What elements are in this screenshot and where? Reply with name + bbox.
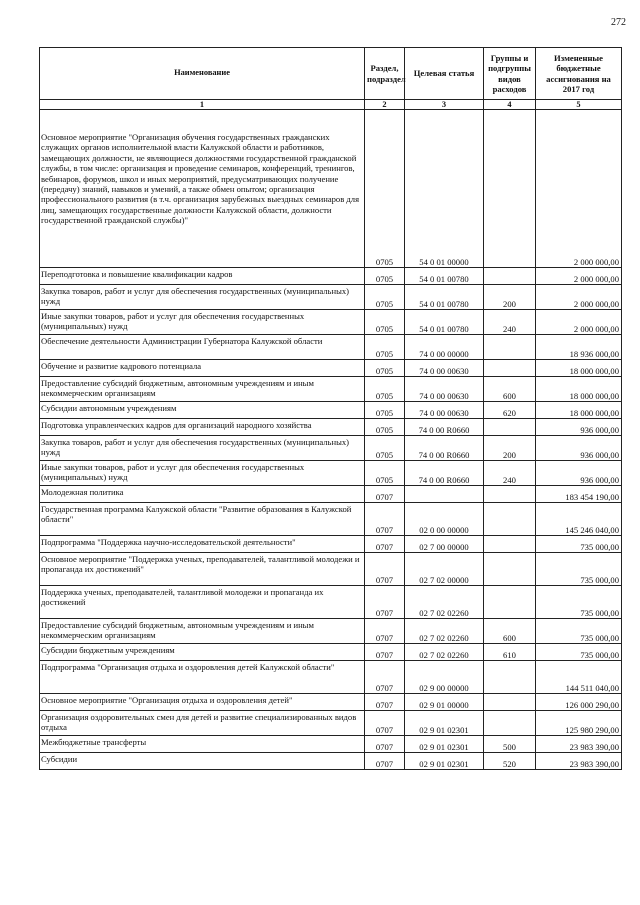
row-group: 240 [484, 461, 536, 486]
row-section: 0705 [365, 268, 405, 285]
table-row [40, 377, 622, 402]
row-name: Основное мероприятие "Организация обучения государственных гражданских служащих органов исполнительной власти Калужской области и работников, замещающих должности, не являющиеся должностями государственной гражданской службы, в том числе: организация и проведение семинаров, конференций, тренингов, вебинаров, форумов, школ и иных мероприятий, предусматривающих получение (передачу) знаний, навыков и умений, а также обмен опытом; организация профессионального развития (в т.ч. организация зарубежных выездных семинаров для лиц, замещающих государственные должности Калужской области, должности государственной гражданской службы)" [40, 110, 365, 268]
row-target: 02 9 01 02301 [405, 736, 484, 753]
row-group: 500 [484, 736, 536, 753]
table-row [40, 711, 622, 736]
row-name: Субсидии [40, 753, 365, 770]
row-target: 02 7 02 02260 [405, 644, 484, 661]
row-amount: 18 000 000,00 [536, 402, 622, 419]
row-group: 600 [484, 377, 536, 402]
row-section: 0705 [365, 360, 405, 377]
header-amount: Измененные бюджетные ассигнования на 2017 год [536, 48, 622, 100]
row-amount: 936 000,00 [536, 419, 622, 436]
row-name: Подготовка управленческих кадров для организаций народного хозяйства [40, 419, 365, 436]
row-name: Молодежная политика [40, 486, 365, 503]
table-row [40, 586, 622, 619]
row-group [484, 661, 536, 694]
table-row [40, 285, 622, 310]
row-name: Межбюджетные трансферты [40, 736, 365, 753]
row-target: 74 0 00 00000 [405, 335, 484, 360]
column-number: 4 [484, 100, 536, 110]
row-group [484, 553, 536, 586]
row-target: 54 0 01 00780 [405, 310, 484, 335]
row-amount: 735 000,00 [536, 553, 622, 586]
row-name: Обеспечение деятельности Администрации Губернатора Калужской области [40, 335, 365, 360]
row-target: 02 7 02 00000 [405, 553, 484, 586]
row-target: 02 7 02 02260 [405, 586, 484, 619]
row-amount: 2 000 000,00 [536, 110, 622, 268]
row-target: 02 7 02 02260 [405, 619, 484, 644]
table-row [40, 536, 622, 553]
column-number: 1 [40, 100, 365, 110]
row-target [405, 486, 484, 503]
row-amount: 144 511 040,00 [536, 661, 622, 694]
column-number-row [40, 100, 622, 110]
row-group [484, 536, 536, 553]
row-name: Организация оздоровительных смен для детей и развитие специализированных видов отдыха [40, 711, 365, 736]
row-section: 0705 [365, 285, 405, 310]
table-header-row [40, 48, 622, 100]
row-group [484, 268, 536, 285]
row-name: Основное мероприятие "Организация отдыха и оздоровления детей" [40, 694, 365, 711]
row-group [484, 335, 536, 360]
row-amount: 18 000 000,00 [536, 360, 622, 377]
row-group: 620 [484, 402, 536, 419]
row-amount: 735 000,00 [536, 586, 622, 619]
table-row [40, 310, 622, 335]
header-name: Наименование [40, 48, 365, 100]
row-target: 74 0 00 00630 [405, 360, 484, 377]
row-amount: 2 000 000,00 [536, 310, 622, 335]
row-name: Предоставление субсидий бюджетным, автономным учреждениям и иным некоммерческим организациям [40, 377, 365, 402]
row-section: 0705 [365, 461, 405, 486]
row-section: 0705 [365, 419, 405, 436]
row-section: 0707 [365, 486, 405, 503]
row-name: Основное мероприятие "Поддержка ученых, преподавателей, талантливой молодежи и пропаганда их достижений" [40, 553, 365, 586]
header-group: Группы и подгруппы видов расходов [484, 48, 536, 100]
row-target: 54 0 01 00780 [405, 285, 484, 310]
row-target: 74 0 00 R0660 [405, 419, 484, 436]
page-number: 272 [611, 17, 626, 28]
row-group [484, 360, 536, 377]
row-section: 0705 [365, 335, 405, 360]
row-group: 200 [484, 436, 536, 461]
row-amount: 735 000,00 [536, 644, 622, 661]
header-target: Целевая статья [405, 48, 484, 100]
table-row [40, 503, 622, 536]
table-row [40, 419, 622, 436]
table-row [40, 486, 622, 503]
table-row [40, 553, 622, 586]
row-name: Субсидии бюджетным учреждениям [40, 644, 365, 661]
row-name: Иные закупки товаров, работ и услуг для обеспечения государственных (муниципальных) нужд [40, 310, 365, 335]
row-group [484, 586, 536, 619]
row-amount: 145 246 040,00 [536, 503, 622, 536]
row-section: 0707 [365, 536, 405, 553]
row-group: 200 [484, 285, 536, 310]
row-section: 0707 [365, 711, 405, 736]
table-row [40, 661, 622, 694]
row-amount: 125 980 290,00 [536, 711, 622, 736]
table-row [40, 694, 622, 711]
row-name: Закупка товаров, работ и услуг для обеспечения государственных (муниципальных) нужд [40, 285, 365, 310]
row-amount: 735 000,00 [536, 619, 622, 644]
row-section: 0707 [365, 644, 405, 661]
row-section: 0707 [365, 503, 405, 536]
budget-table [39, 47, 622, 770]
row-group: 610 [484, 644, 536, 661]
row-group: 240 [484, 310, 536, 335]
header-section: Раздел, подраздел [365, 48, 405, 100]
row-amount: 2 000 000,00 [536, 268, 622, 285]
row-group: 600 [484, 619, 536, 644]
row-name: Закупка товаров, работ и услуг для обеспечения государственных (муниципальных) нужд [40, 436, 365, 461]
row-target: 02 9 01 02301 [405, 711, 484, 736]
row-target: 74 0 00 00630 [405, 402, 484, 419]
row-group [484, 486, 536, 503]
row-amount: 183 454 190,00 [536, 486, 622, 503]
row-name: Государственная программа Калужской области "Развитие образования в Калужской области" [40, 503, 365, 536]
row-name: Предоставление субсидий бюджетным, автономным учреждениям и иным некоммерческим организациям [40, 619, 365, 644]
row-amount: 936 000,00 [536, 436, 622, 461]
row-name: Переподготовка и повышение квалификации кадров [40, 268, 365, 285]
row-name: Обучение и развитие кадрового потенциала [40, 360, 365, 377]
row-section: 0705 [365, 402, 405, 419]
row-section: 0705 [365, 377, 405, 402]
row-section: 0705 [365, 436, 405, 461]
row-target: 54 0 01 00000 [405, 110, 484, 268]
row-target: 74 0 00 R0660 [405, 461, 484, 486]
column-number: 5 [536, 100, 622, 110]
row-section: 0707 [365, 586, 405, 619]
row-section: 0705 [365, 310, 405, 335]
row-group [484, 711, 536, 736]
row-target: 02 0 00 00000 [405, 503, 484, 536]
row-amount: 23 983 390,00 [536, 753, 622, 770]
table-row [40, 619, 622, 644]
row-amount: 735 000,00 [536, 536, 622, 553]
row-group: 520 [484, 753, 536, 770]
row-section: 0707 [365, 736, 405, 753]
table-row [40, 360, 622, 377]
row-amount: 18 000 000,00 [536, 377, 622, 402]
row-target: 54 0 01 00780 [405, 268, 484, 285]
column-number: 3 [405, 100, 484, 110]
row-name: Иные закупки товаров, работ и услуг для обеспечения государственных (муниципальных) нужд [40, 461, 365, 486]
table-row [40, 110, 622, 268]
row-target: 02 7 00 00000 [405, 536, 484, 553]
row-amount: 23 983 390,00 [536, 736, 622, 753]
table-row [40, 436, 622, 461]
row-target: 74 0 00 R0660 [405, 436, 484, 461]
row-group [484, 503, 536, 536]
row-section: 0707 [365, 661, 405, 694]
table-row [40, 736, 622, 753]
row-section: 0707 [365, 619, 405, 644]
row-amount: 2 000 000,00 [536, 285, 622, 310]
row-name: Поддержка ученых, преподавателей, талантливой молодежи и пропаганда их достижений [40, 586, 365, 619]
row-group [484, 110, 536, 268]
row-group [484, 419, 536, 436]
row-section: 0707 [365, 753, 405, 770]
table-row [40, 644, 622, 661]
table-row [40, 753, 622, 770]
row-target: 74 0 00 00630 [405, 377, 484, 402]
row-amount: 936 000,00 [536, 461, 622, 486]
row-section: 0705 [365, 110, 405, 268]
row-name: Подпрограмма "Поддержка научно-исследовательской деятельности" [40, 536, 365, 553]
column-number: 2 [365, 100, 405, 110]
row-name: Подпрограмма "Организация отдыха и оздоровления детей Калужской области" [40, 661, 365, 694]
row-group [484, 694, 536, 711]
row-target: 02 9 00 00000 [405, 661, 484, 694]
table-row [40, 402, 622, 419]
row-name: Субсидии автономным учреждениям [40, 402, 365, 419]
table-row [40, 335, 622, 360]
row-amount: 126 000 290,00 [536, 694, 622, 711]
row-target: 02 9 01 00000 [405, 694, 484, 711]
table-row [40, 268, 622, 285]
row-amount: 18 936 000,00 [536, 335, 622, 360]
row-target: 02 9 01 02301 [405, 753, 484, 770]
row-section: 0707 [365, 553, 405, 586]
row-section: 0707 [365, 694, 405, 711]
table-row [40, 461, 622, 486]
